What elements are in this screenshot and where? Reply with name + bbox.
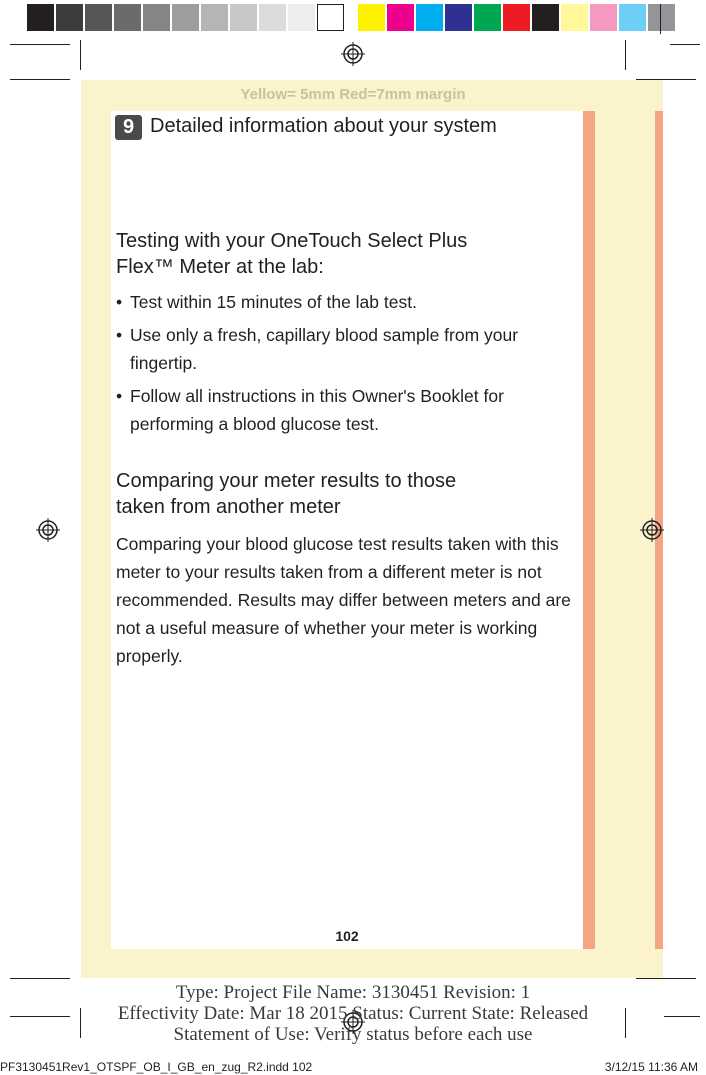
crop-mark [660,4,661,34]
list-item [116,288,576,316]
section-heading-compare [116,468,556,520]
registration-mark-icon [341,42,365,66]
red-margin-strip [583,111,595,949]
status-line-3: Statement of Use: Verify status before each use [173,1024,533,1045]
grey-swatch [85,4,112,31]
color-swatch [619,4,646,31]
bullet-icon: • [116,325,123,345]
color-swatch [416,4,443,31]
crop-mark [10,79,70,80]
list-item [116,321,576,377]
crop-mark [670,44,700,45]
section-heading-lab [116,228,556,280]
heading-line: Testing with your OneTouch Select Plus [116,230,468,252]
grey-swatch [143,4,170,31]
bullet-text: Use only a fresh, capillary blood sample from your fingertip. [130,325,519,373]
grey-swatch [172,4,199,31]
bullet-text: Test within 15 minutes of the lab test. [130,292,417,312]
color-swatch [532,4,559,31]
compare-paragraph: Comparing your blood glucose test results taken with this meter to your results taken from a different meter is not recommended. Results may differ between meters and are not a useful measure of whether your meter is working properly. [116,534,571,666]
heading-line: Flex™ Meter at the lab: [116,256,324,278]
crop-mark [625,40,626,70]
color-swatch [590,4,617,31]
status-line-1: Type: Project File Name: 3130451 Revision: 1 [175,982,531,1003]
color-swatch [445,4,472,31]
chapter-number-badge: 9 [115,115,142,140]
page-number: 102 [335,928,359,944]
list-item [116,382,576,438]
grey-swatch [259,4,286,31]
crop-mark [10,44,70,45]
bullet-icon: • [116,292,123,312]
color-swatch [474,4,501,31]
status-line-2: Effectivity Date: Mar 18 2015 Status: Current State: Released [117,1003,589,1024]
lab-bullet-list [116,288,576,443]
margin-note: Yellow= 5mm Red=7mm margin [240,86,466,103]
crop-mark [636,978,696,979]
chapter-title: Detailed information about your system [150,115,497,137]
grey-color-bar [27,4,346,31]
bullet-icon: • [116,386,123,406]
heading-line: Comparing your meter results to those [116,470,457,492]
slug-file-name: PF3130451Rev1_OTSPF_OB_I_GB_en_zug_R2.indd 102 [0,1060,313,1074]
grey-swatch [114,4,141,31]
grey-swatch [201,4,228,31]
color-swatch [387,4,414,31]
color-swatch [358,4,385,31]
registration-mark-icon [640,518,664,542]
color-swatch [503,4,530,31]
color-swatch [648,4,675,31]
grey-swatch [230,4,257,31]
slug-date: 3/12/15 11:36 AM [604,1060,698,1074]
bullet-text: Follow all instructions in this Owner's Booklet for performing a blood glucose test. [130,386,504,434]
grey-swatch [27,4,54,31]
crop-mark [80,40,81,70]
grey-swatch [56,4,83,31]
grey-swatch [288,4,315,31]
registration-mark-icon [36,518,60,542]
grey-swatch [317,4,344,31]
color-swatch [561,4,588,31]
heading-line: taken from another meter [116,496,341,518]
crop-mark [10,978,70,979]
process-color-bar [358,4,677,31]
